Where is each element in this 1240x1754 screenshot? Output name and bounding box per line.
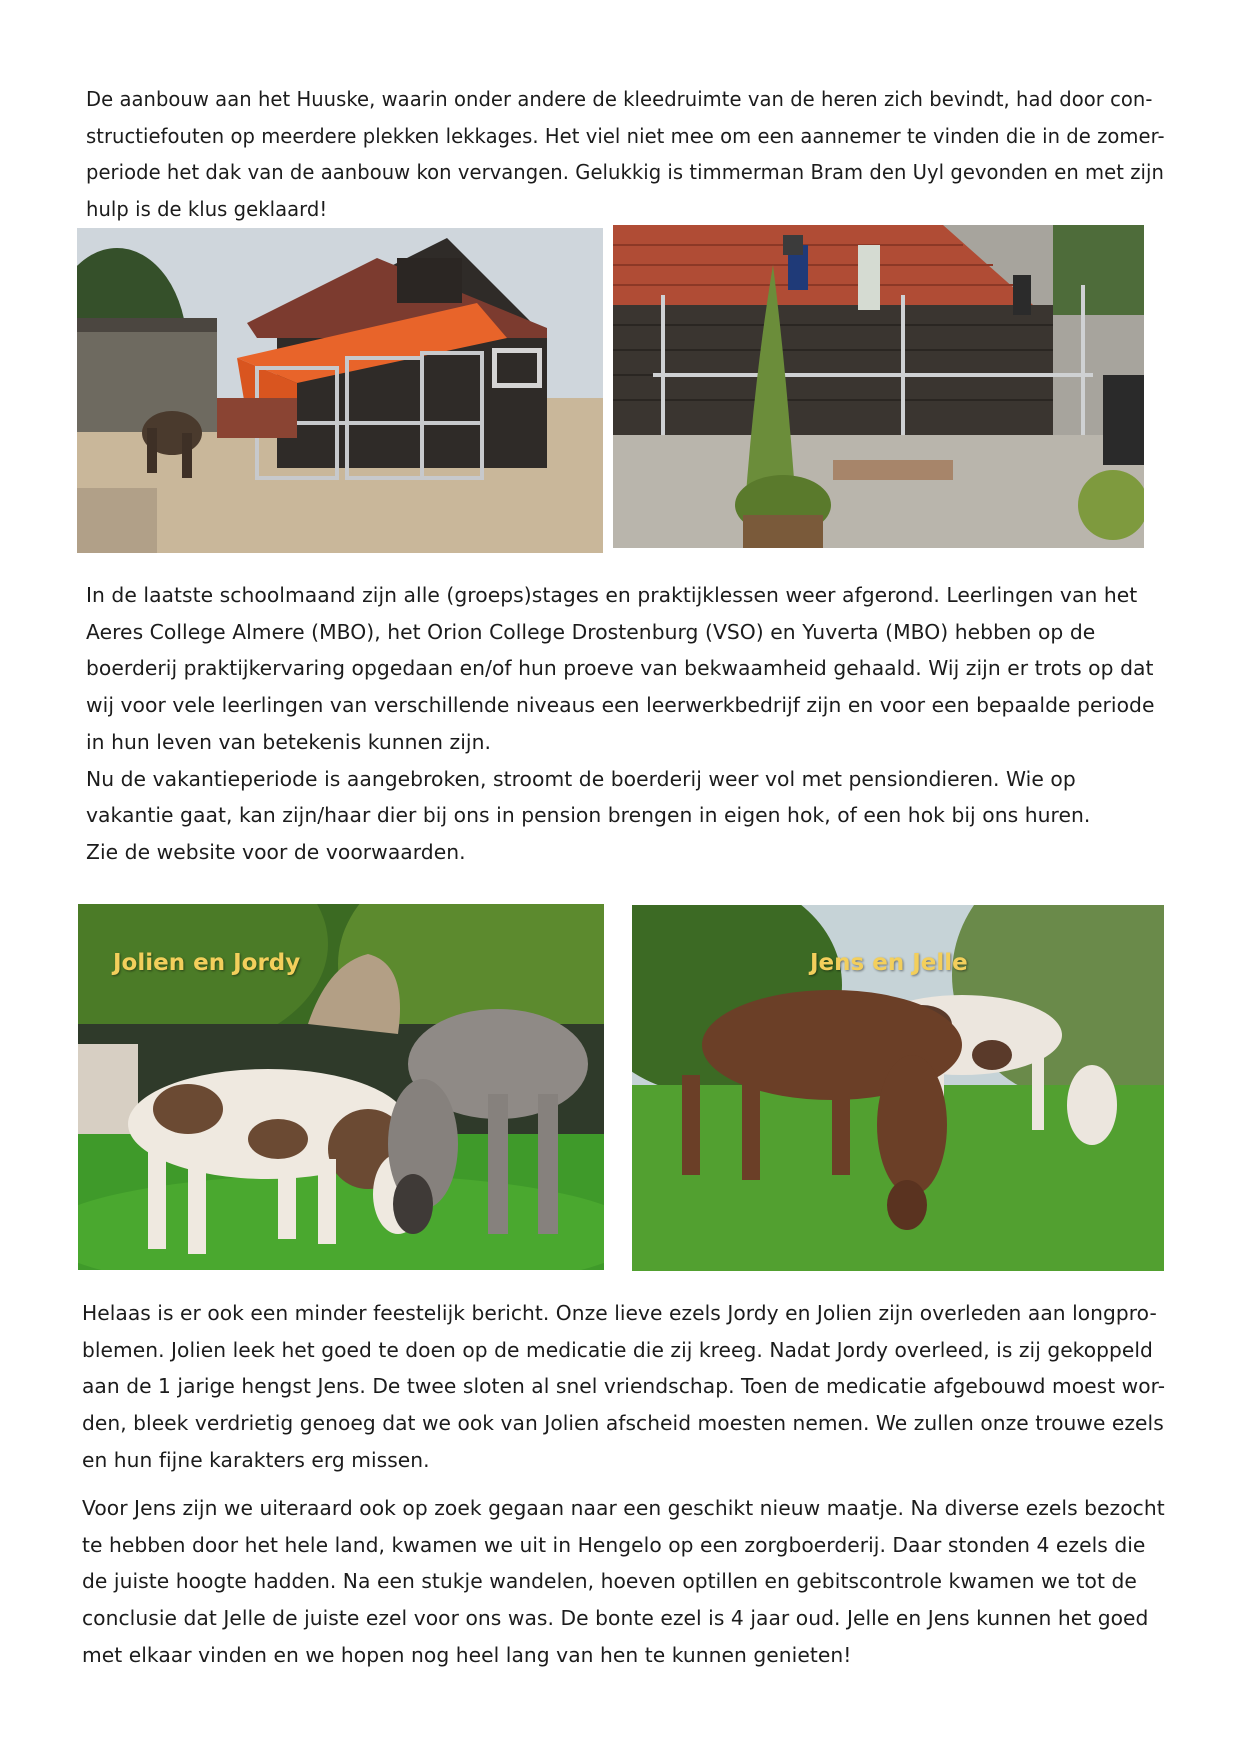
text-line: met elkaar vinden en we hopen nog heel lang van hen te kunnen genieten! — [82, 1642, 852, 1667]
text-line: boerderij praktijkervaring opgedaan en/of hun proeve van bekwaamheid gehaald. Wij zijn er trots op dat — [86, 656, 1154, 681]
text-line: vakantie gaat, kan zijn/haar dier bij ons in pension brengen in eigen hok, of een hok bij ons huren. — [86, 803, 1091, 828]
photo-roof-workers — [613, 225, 1144, 548]
text-line: In de laatste schoolmaand zijn alle (groeps)stages en praktijklessen weer afgerond. Leerlingen van het — [86, 583, 1138, 607]
text-line: den, bleek verdrietig genoeg dat we ook van Jolien afscheid moesten nemen. We zullen onze trouwe ezels — [82, 1411, 1164, 1436]
paragraph-stages — [86, 577, 1154, 871]
photo-huuske-tarp — [77, 228, 603, 553]
paragraph-aanbouw — [86, 81, 1205, 228]
text-line: conclusie dat Jelle de juiste ezel voor ons was. De bonte ezel is 4 jaar oud. Jelle en Jens kunnen het goed — [82, 1606, 1149, 1631]
text-line: blemen. Jolien leek het goed te doen op de medicatie die zij kreeg. Nadat Jordy overleed, is zij gekoppeld — [82, 1337, 1153, 1362]
photo-caption-jens-jelle: Jens en Jelle — [810, 950, 968, 976]
text-line: aan de 1 jarige hengst Jens. De twee sloten al snel vriendschap. Toen de medicatie afgebouwd moest wor- — [82, 1374, 1166, 1399]
text-line: hulp is de klus geklaard! — [86, 197, 328, 222]
paragraph-maatje — [82, 1490, 1167, 1674]
text-line: Helaas is er ook een minder feestelijk bericht. Onze lieve ezels Jordy en Jolien zijn overleden aan longpro- — [82, 1301, 1157, 1325]
text-line: Voor Jens zijn we uiteraard ook op zoek gegaan naar een geschikt nieuw maatje. Na diverse ezels bezocht — [82, 1496, 1165, 1520]
photo-caption-jolien-jordy: Jolien en Jordy — [113, 950, 301, 976]
text-line: en hun fijne karakters erg missen. — [82, 1447, 430, 1472]
text-line: de juiste hoogte hadden. Na een stukje wandelen, hoeven optillen en gebitscontrole kwamen we tot de — [82, 1569, 1137, 1594]
text-line: wij voor vele leerlingen van verschillende niveaus een leerwerkbedrijf zijn en voor een bepaalde periode — [86, 693, 1155, 718]
text-line: De aanbouw aan het Huuske, waarin onder andere de kleedruimte van de heren zich bevindt, had door con- — [86, 87, 1153, 111]
text-line: in hun leven van betekenis kunnen zijn. — [86, 729, 491, 754]
text-line: Nu de vakantieperiode is aangebroken, stroomt de boerderij weer vol met pensiondieren. Wie op — [86, 766, 1076, 791]
text-line: Aeres College Almere (MBO), het Orion College Drostenburg (VSO) en Yuverta (MBO) hebben op de — [86, 619, 1096, 644]
text-line: te hebben door het hele land, kwamen we uit in Hengelo op een zorgboerderij. Daar stonden 4 ezels die — [82, 1532, 1146, 1557]
text-line: structiefouten op meerdere plekken lekkages. Het viel niet mee om een aannemer te vinden die in de zomer- — [86, 123, 1165, 148]
text-line: periode het dak van de aanbouw kon vervangen. Gelukkig is timmerman Bram den Uyl gevonden en met zijn — [86, 160, 1164, 185]
paragraph-bericht — [82, 1295, 1169, 1479]
text-line: Zie de website voor de voorwaarden. — [86, 839, 466, 864]
